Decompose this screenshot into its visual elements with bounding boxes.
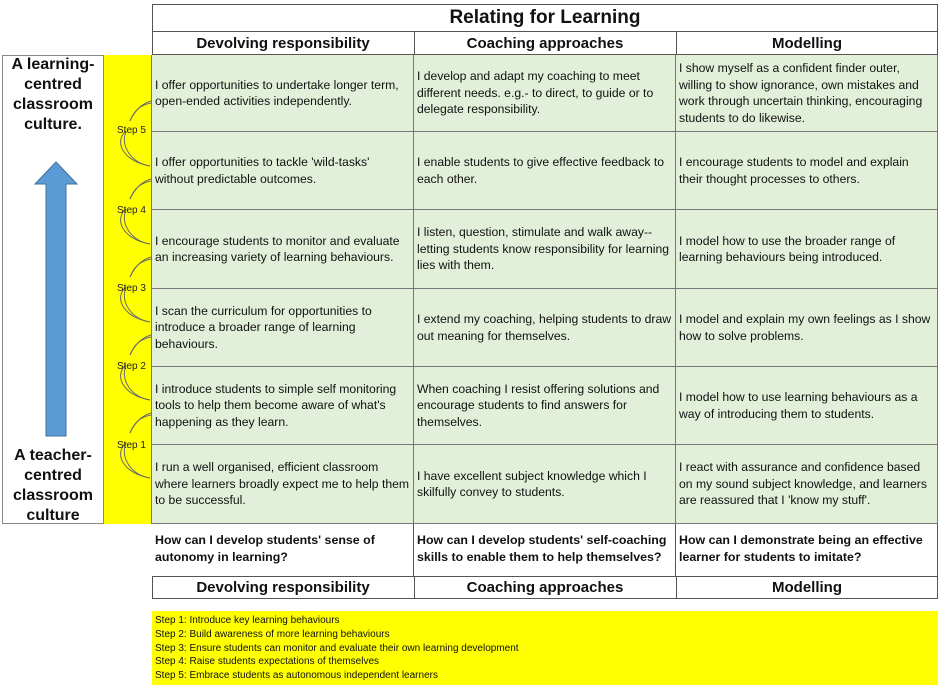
question-devolving: How can I develop students' sense of autonomy in learning? xyxy=(152,524,414,577)
cell-coaching-row-1: I develop and adapt my coaching to meet different needs. e.g.- to direct, to guide or to delegate responsibility. xyxy=(414,55,676,132)
footer-modelling: Modelling xyxy=(772,579,842,596)
footer-divider xyxy=(676,577,677,599)
cell-devolving-row-6: I run a well organised, efficient classroom where learners broadly expect me to help them to be successful. xyxy=(152,445,414,524)
step-4-label: Step 4 xyxy=(117,205,146,216)
question-modelling: How can I demonstrate being an effective learner for students to imitate? xyxy=(676,524,938,577)
footer-coaching: Coaching approaches xyxy=(466,579,624,596)
header-coaching: Coaching approaches xyxy=(414,32,676,55)
step-2-label: Step 2 xyxy=(117,361,146,372)
cell-devolving-row-3: I encourage students to monitor and evaluate an increasing variety of learning behaviours. xyxy=(152,210,414,289)
up-arrow-icon xyxy=(33,160,79,438)
cell-coaching-row-2: I enable students to give effective feedback to each other. xyxy=(414,132,676,210)
step-5-label: Step 5 xyxy=(117,125,146,136)
legend-step-5: Step 5: Embrace students as autonomous independent learners xyxy=(155,670,438,682)
cell-modelling-row-2: I encourage students to model and explain their thought processes to others. xyxy=(676,132,938,210)
cell-devolving-row-2: I offer opportunities to tackle 'wild-tasks' without predictable outcomes. xyxy=(152,132,414,210)
footer-devolving: Devolving responsibility xyxy=(196,579,370,596)
cell-coaching-row-6: I have excellent subject knowledge which I skilfully convey to students. xyxy=(414,445,676,524)
header-devolving: Devolving responsibility xyxy=(152,32,414,55)
cell-modelling-row-1: I show myself as a confident finder outer, willing to show ignorance, own mistakes and work through uncertain thinking, encouraging students to do likewise. xyxy=(676,55,938,132)
cell-modelling-row-4: I model and explain my own feelings as I show how to solve problems. xyxy=(676,289,938,367)
step-1-label: Step 1 xyxy=(117,440,146,451)
cell-modelling-row-6: I react with assurance and confidence based on my sound subject knowledge, and learners are reassured that I 'know my stuff'. xyxy=(676,445,938,524)
legend-step-1: Step 1: Introduce key learning behaviours xyxy=(155,615,340,626)
cell-modelling-row-5: I model how to use learning behaviours as a way of introducing them to students. xyxy=(676,367,938,445)
header-modelling: Modelling xyxy=(676,32,938,55)
cell-devolving-row-4: I scan the curriculum for opportunities to introduce a broader range of learning behaviours. xyxy=(152,289,414,367)
cell-coaching-row-3: I listen, question, stimulate and walk away-- letting students know responsibility for learning lies with them. xyxy=(414,210,676,289)
step-3-label: Step 3 xyxy=(117,283,146,294)
cell-modelling-row-3: I model how to use the broader range of learning behaviours being introduced. xyxy=(676,210,938,289)
learning-centred-label: A learning-centred classroom culture. xyxy=(11,56,95,133)
cell-coaching-row-5: When coaching I resist offering solutions and encourage students to find answers for themselves. xyxy=(414,367,676,445)
question-coaching: How can I develop students' self-coaching skills to enable them to help themselves? xyxy=(414,524,676,577)
legend-step-4: Step 4: Raise students expectations of themselves xyxy=(155,656,380,668)
table-title: Relating for Learning xyxy=(152,4,938,32)
footer-divider xyxy=(414,577,415,599)
header-divider xyxy=(676,32,677,55)
cell-coaching-row-4: I extend my coaching, helping students to draw out meaning for themselves. xyxy=(414,289,676,367)
legend-step-3: Step 3: Ensure students can monitor and evaluate their own learning development xyxy=(155,642,519,654)
header-divider xyxy=(414,32,415,55)
cell-devolving-row-1: I offer opportunities to undertake longer term, open-ended activities independently. xyxy=(152,55,414,132)
step-legend xyxy=(152,611,938,685)
teacher-centred-label: A teacher-centred classroom culture xyxy=(12,447,94,524)
legend-step-2: Step 2: Build awareness of more learning behaviours xyxy=(155,628,390,640)
cell-devolving-row-5: I introduce students to simple self monitoring tools to help them become aware of what's happening as they learn. xyxy=(152,367,414,445)
